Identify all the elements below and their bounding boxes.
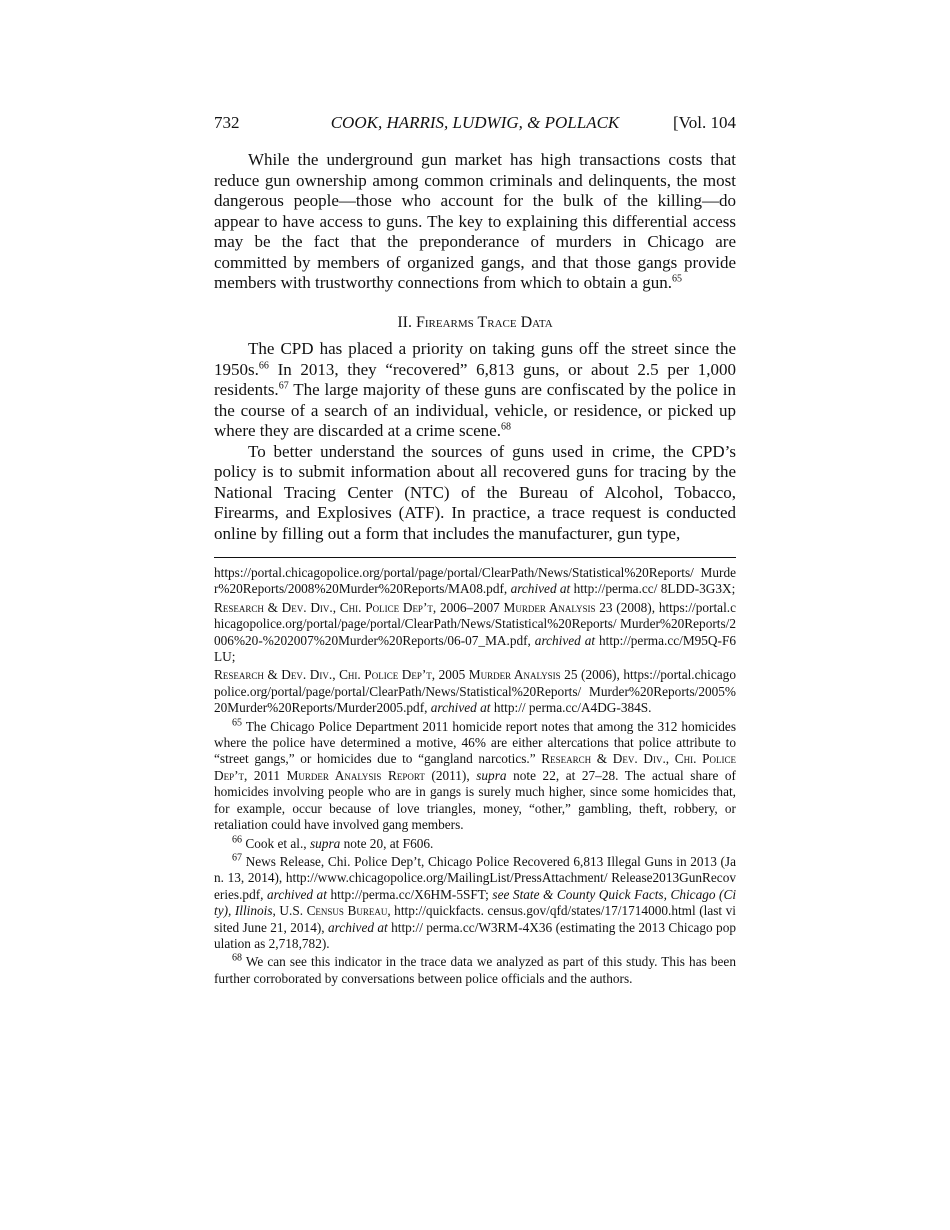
citation-2008: https://portal.chicagopolice.org/portal/page/portal/ClearPath/News/Statistical%20Reports/ Murder%20Reports/2008%20Murder%20Reports/MA08.pdf, archived at http://perma.cc/ 8LDD-3G3X; bbox=[214, 565, 736, 597]
footnote-ref-66[interactable]: 66 bbox=[258, 359, 269, 371]
citation-2005: Research & Dev. Div., Chi. Police Dep’t, 2005 Murder Analysis 25 (2006), https://portal.chicagopolice.org/portal/page/portal/ClearPath/News/Statistical%20Reports/ Murder%20Reports/2005%20Murder%20Reports/Murder2005.pdf, archived at http:// perma.cc/A4DG-384S. bbox=[214, 667, 736, 716]
paragraph-3: To better understand the sources of guns used in crime, the CPD’s policy is to submit information about all recovered guns for tracing by the National Tracing Center (NTC) of the Bureau of Alcohol, Tobacco, Firearms, and Explosives (ATF). In practice, a trace request is conducted online by filling out a form that includes the manufacturer, gun type, bbox=[214, 441, 736, 543]
footnote-ref-65[interactable]: 65 bbox=[671, 273, 682, 285]
footnote-ref-67[interactable]: 67 bbox=[278, 380, 289, 392]
paragraph-1: While the underground gun market has high transactions costs that reduce gun ownership among common criminals and delinquents, the most dangerous people—those who account for the bulk of the killing—do appear to have access to guns. The key to explaining this differential access may be the fact that the preponderance of murders in Chicago are committed by members of organized gangs, and that those gangs provide members with trustworthy connections from which to obtain a gun.$^{65}$ bbox=[214, 150, 736, 292]
paragraph-2: The CPD has placed a priority on taking guns off the street since the 1950s.$^{66}$ In 2013, they “recovered” 6,813 guns, or about 2.5 per 1,000 residents.$^{67}$ The large majority of these guns are confiscated by the police in the course of a search of an individual, vehicle, or residence, or picked up where they are discarded at a crime scene.$^{68}$ bbox=[214, 339, 736, 440]
running-head: COOK, HARRIS, LUDWIG, & POLLACK bbox=[330, 113, 620, 132]
page-header bbox=[214, 112, 736, 134]
footnote-ref-68[interactable]: 68 bbox=[500, 421, 511, 433]
footnote-67: $^{67}$ News Release, Chi. Police Dep’t, Chicago Police Recovered 6,813 Illegal Guns in 2013 (Jan. 13, 2014), http://www.chicagopolice.org/MailingList/PressAttachment/ Release2013GunRecoveries.pdf, archived at http://perma.cc/X6HM-5SFT; see State & County Quick Facts, Chicago (City), Illinois, U.S. Census Bureau, http://quickfacts. census.gov/qfd/states/17/1714000.html (last visited June 21, 2014), archived at http:// perma.cc/W3RM-4X36 (estimating the 2013 Chicago population as 2,718,782). bbox=[214, 852, 737, 951]
body-text bbox=[214, 150, 736, 544]
footnote-68: $^{68}$ We can see this indicator in the trace data we analyzed as part of this study. This has been further corroborated by conversations between police officials and the authors. bbox=[214, 952, 736, 986]
footnote-66: $^{66}$ Cook et al., supra note 20, at F606. bbox=[232, 834, 434, 851]
volume-label: [Vol. 104 bbox=[673, 113, 736, 132]
page-number: 732 bbox=[214, 113, 240, 132]
footnote-divider bbox=[214, 557, 736, 558]
section-heading: II. Firearms Trace Data bbox=[397, 313, 553, 331]
footnote-65: $^{65}$ The Chicago Police Department 2011 homicide report notes that among the 312 homicides where the police have determined a motive, 46% are either altercations that police attribute to “street gangs,” or homicides due to “gangland narcotics.” Research & Dev. Div., Chi. Police Dep’t, 2011 Murder Analysis Report (2011), supra note 22, at 27–28. The actual share of homicides involving people who are in gangs is surely much higher, since some homicides that, for example, occur because of love triangles, money, “other,” gambling, theft, robbery, or retaliation could have involved gang members. bbox=[214, 717, 737, 833]
footnotes bbox=[214, 565, 736, 989]
citation-2006-2007: Research & Dev. Div., Chi. Police Dep’t, 2006–2007 Murder Analysis 23 (2008), https://portal.chicagopolice.org/portal/page/portal/ClearPath/News/Statistical%20Reports/ Murder%20Reports/2006%20-%202007%20Murder%20Reports/06-07_MA.pdf, archived at http://perma.cc/M95Q-F6LU; bbox=[214, 599, 737, 665]
